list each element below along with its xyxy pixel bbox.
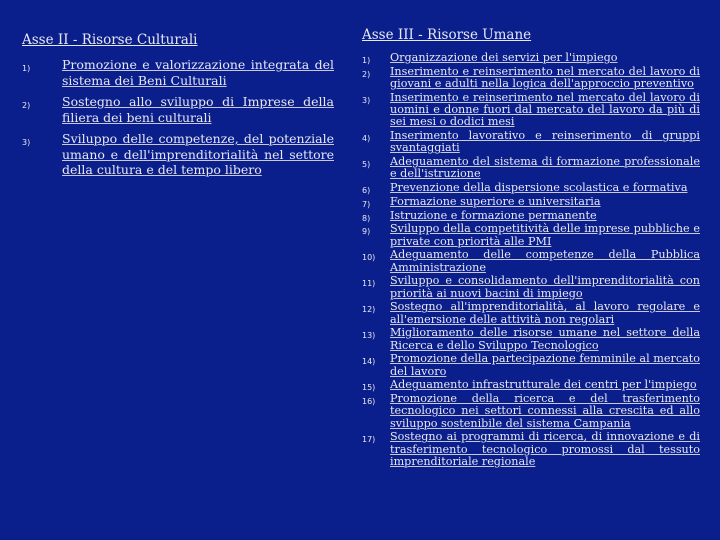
list-item <box>22 131 334 178</box>
right-list <box>362 52 700 468</box>
list-item <box>362 301 700 325</box>
list-item <box>362 379 700 391</box>
list-item <box>362 327 700 351</box>
item-number: 15) <box>362 383 376 393</box>
list-item <box>362 130 700 154</box>
item-text: Promozione e valorizzazione integrata del sistema dei Beni Culturali <box>62 57 334 88</box>
list-item <box>362 196 700 208</box>
item-text: Sostegno all'imprenditorialità, al lavoro regolare e all'emersione delle attività non regolari <box>390 300 700 326</box>
item-text: Adeguamento delle competenze della Pubblica Amministrazione <box>390 248 700 274</box>
item-number: 17) <box>362 435 376 445</box>
right-column <box>362 27 700 470</box>
item-number: 2) <box>362 69 371 79</box>
right-heading: Asse III - Risorse Umane <box>362 27 532 43</box>
left-list <box>22 57 334 178</box>
item-number: 3) <box>22 138 31 147</box>
list-item <box>362 275 700 299</box>
item-number: 3) <box>362 95 371 105</box>
list-item <box>362 92 700 129</box>
item-text: Formazione superiore e universitaria <box>390 194 601 208</box>
item-number: 11) <box>362 279 376 289</box>
list-item <box>22 57 334 88</box>
item-text: Adeguamento infrastrutturale dei centri per l'impiego <box>390 378 697 392</box>
left-heading: Asse II - Risorse Culturali <box>22 32 198 48</box>
item-text: Inserimento lavorativo e reinserimento di gruppi svantaggiati <box>390 129 700 155</box>
item-text: Organizzazione dei servizi per l'impiego <box>390 51 618 64</box>
list-item <box>362 156 700 180</box>
item-number: 1) <box>362 56 371 65</box>
left-column <box>22 32 334 184</box>
list-item <box>362 223 700 247</box>
item-text: Inserimento e reinserimento nel mercato del lavoro di giovani e adulti nella logica dell'approccio preventivo <box>390 64 700 90</box>
item-number: 8) <box>362 213 371 223</box>
list-item <box>362 431 700 468</box>
item-text: Sviluppo delle competenze, del potenziale umano e dell'imprenditorialità nel settore della cultura e del tempo libero <box>62 131 334 177</box>
item-text: Prevenzione della dispersione scolastica e formativa <box>390 181 688 194</box>
item-text: Sostegno allo sviluppo di Imprese della filiera dei beni culturali <box>62 94 334 125</box>
item-number: 7) <box>362 199 371 209</box>
list-item <box>362 52 700 64</box>
list-item <box>22 94 334 125</box>
list-item <box>362 66 700 90</box>
item-number: 6) <box>362 186 371 195</box>
item-number: 4) <box>362 134 371 143</box>
item-number: 1) <box>22 64 31 73</box>
item-text: Promozione della partecipazione femminile al mercato del lavoro <box>390 352 700 378</box>
item-text: Adeguamento del sistema di formazione professionale e dell'istruzione <box>390 155 700 181</box>
item-text: Istruzione e formazione permanente <box>390 208 597 222</box>
item-number: 2) <box>22 101 31 110</box>
item-text: Promozione della ricerca e del trasferimento tecnologico nei settori connessi alla crescita ed allo sviluppo sostenibile del sistema Campania <box>390 392 700 430</box>
item-number: 14) <box>362 357 376 367</box>
list-item <box>362 249 700 273</box>
item-number: 12) <box>362 305 376 315</box>
item-text: Miglioramento delle risorse umane nel settore della Ricerca e dello Sviluppo Tecnologico <box>390 326 700 352</box>
item-number: 13) <box>362 331 376 341</box>
list-item <box>362 353 700 377</box>
item-text: Sviluppo della competitività delle imprese pubbliche e private con priorità alle PMI <box>390 222 700 248</box>
item-number: 9) <box>362 227 371 237</box>
item-text: Inserimento e reinserimento nel mercato del lavoro di uomini e donne fuori dal mercato del lavoro da più di sei mesi o dodici mesi <box>390 90 700 129</box>
item-number: 5) <box>362 160 371 169</box>
item-text: Sostegno ai programmi di ricerca, di innovazione e di trasferimento tecnologico promossi dal tessuto imprenditoriale regionale <box>390 430 700 468</box>
item-number: 16) <box>362 397 376 407</box>
list-item <box>362 393 700 430</box>
item-number: 10) <box>362 253 376 263</box>
list-item <box>362 182 700 194</box>
list-item <box>362 210 700 222</box>
item-text: Sviluppo e consolidamento dell'imprenditorialità con priorità ai nuovi bacini di impiego <box>390 274 700 300</box>
